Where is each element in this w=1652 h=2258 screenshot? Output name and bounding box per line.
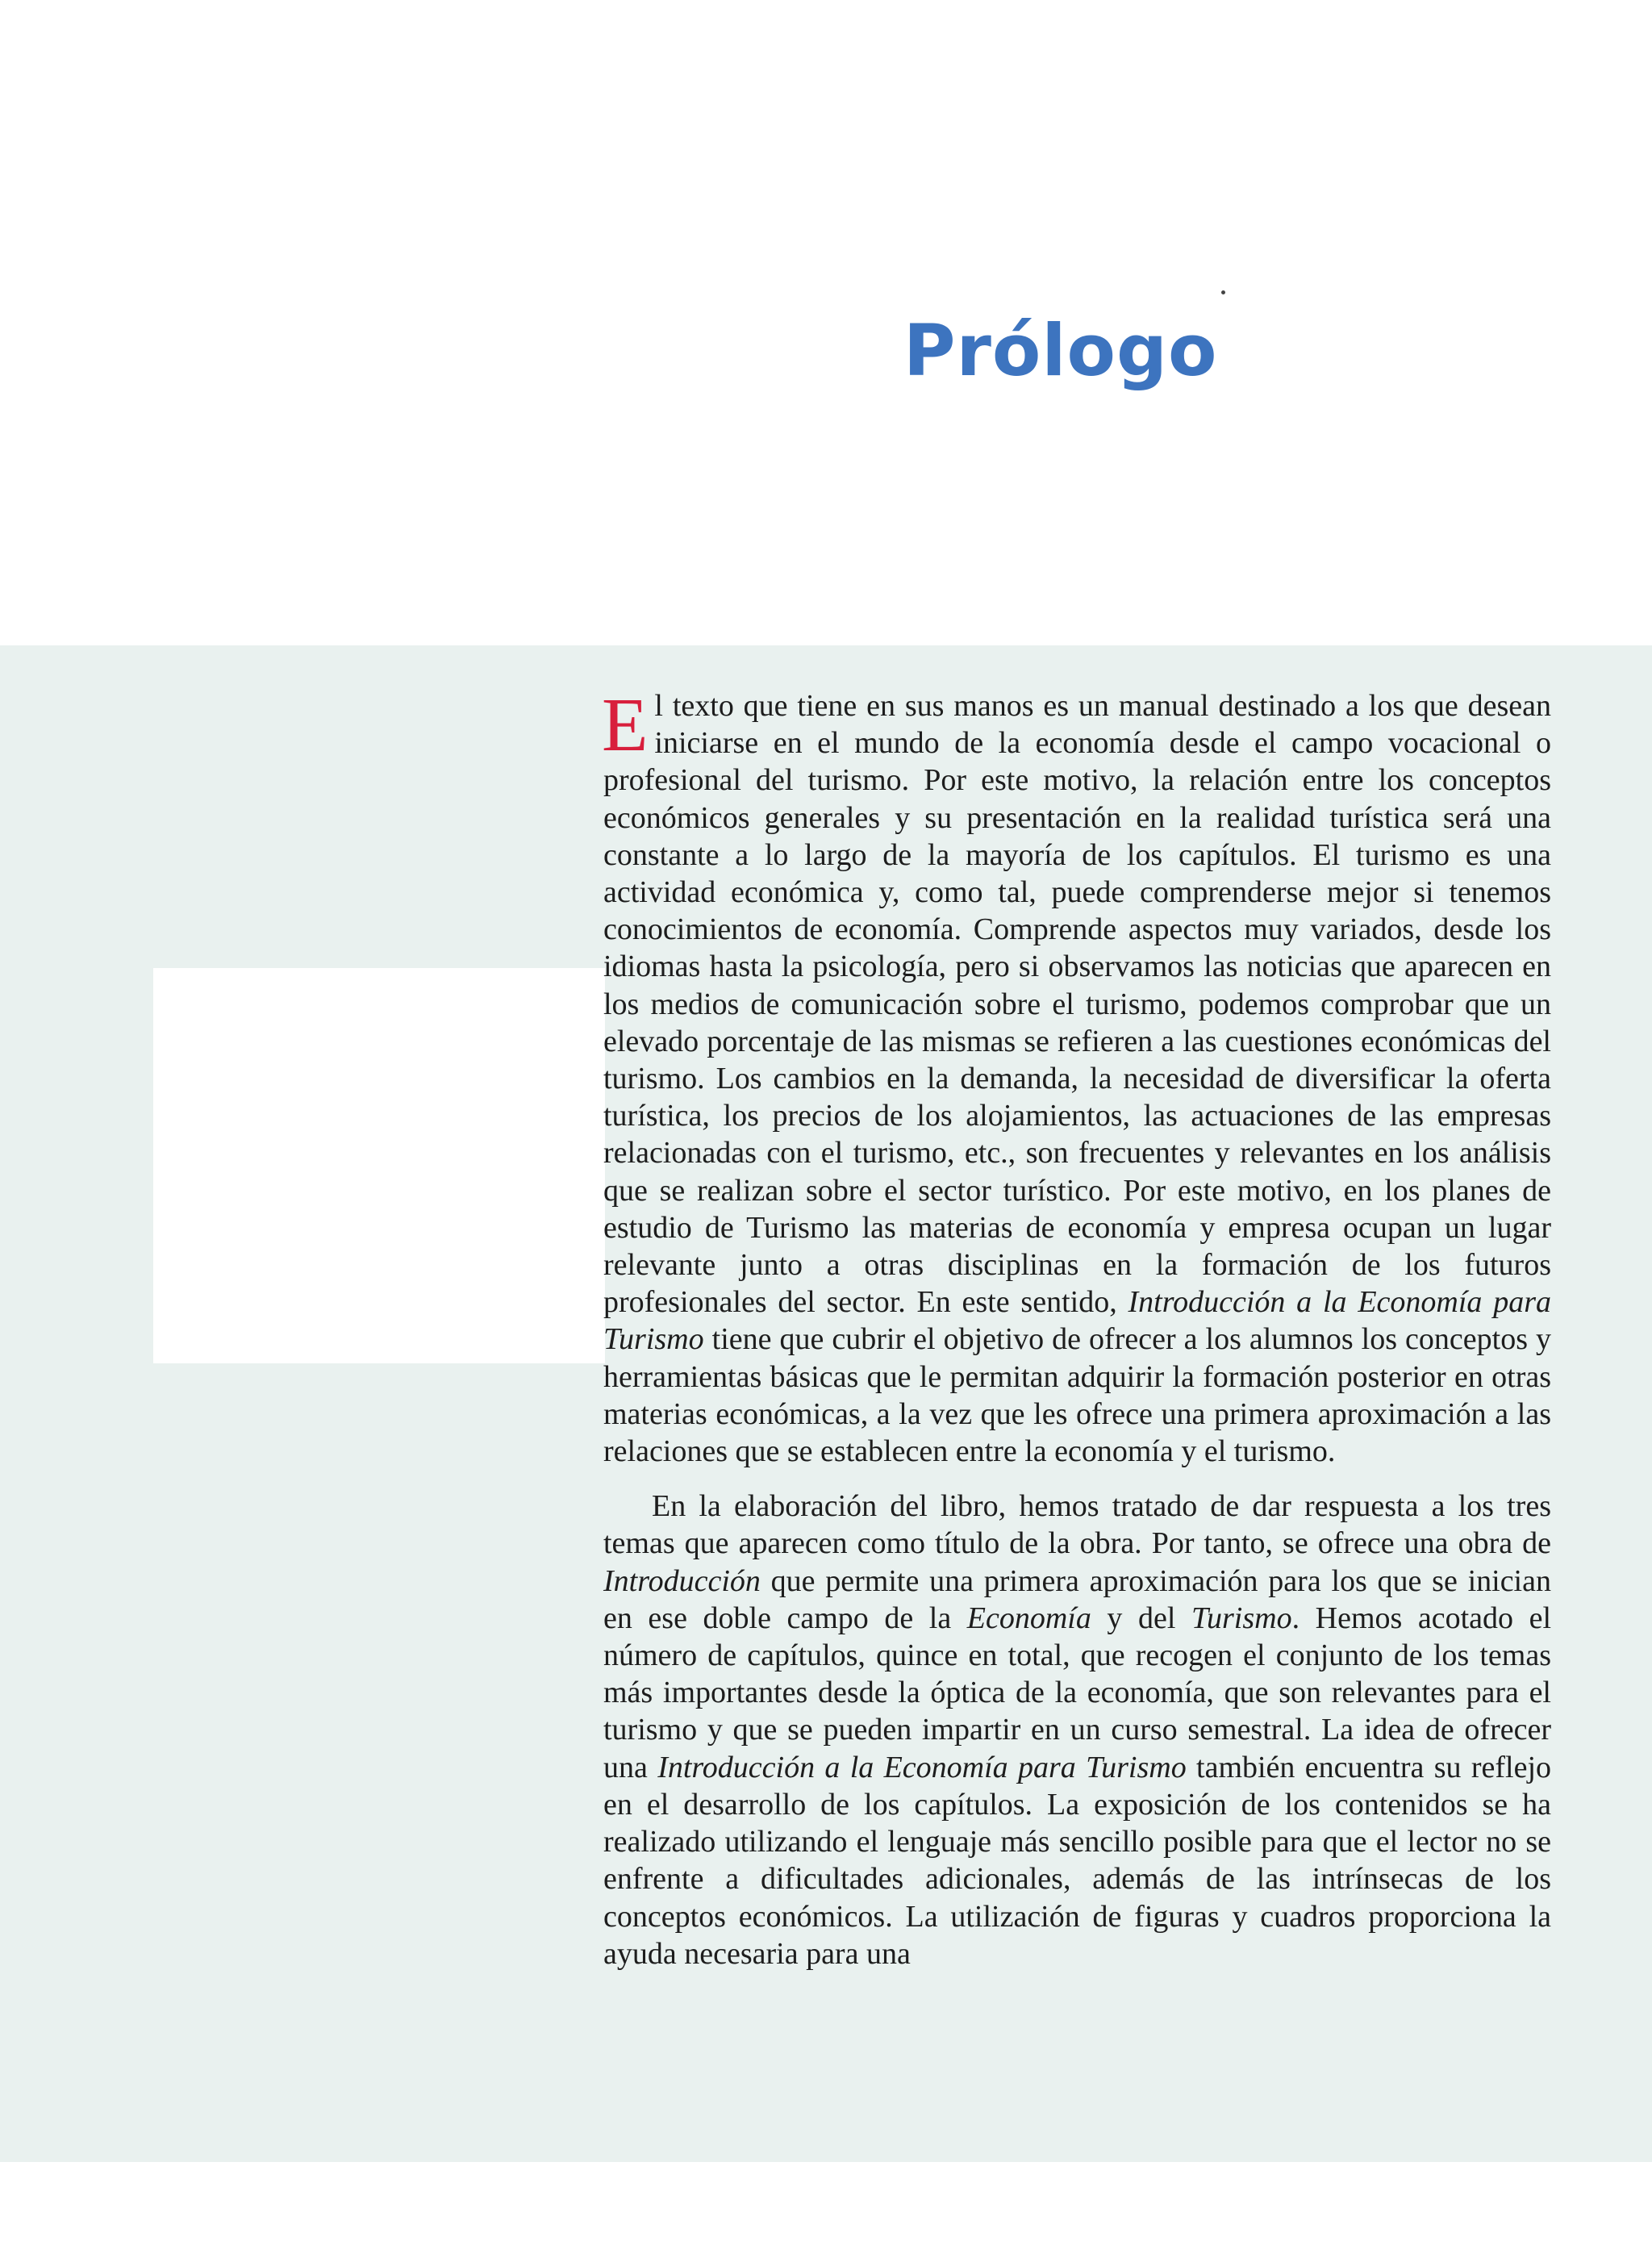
book-title-italic: Introducción a la Economía para Turismo	[603, 1285, 1551, 1357]
paragraph-2	[603, 1488, 1551, 1972]
drop-cap-letter: E	[602, 683, 649, 767]
italic-book-title: Introducción a la Economía para Turismo	[657, 1750, 1187, 1784]
paragraph-1-text-b: tiene que cubrir el objetivo de ofrecer a los alumnos los conceptos y herramientas básicas que le permitan adquirir la formación posterior en otras materias económicas, a la vez que les ofrece una primera aproximación a las relaciones que se establecen entre la economía y el turismo.	[603, 1322, 1551, 1469]
italic-introduccion: Introducción	[603, 1563, 761, 1598]
paragraph-2-text-e: también encuentra su reflejo en el desarrollo de los capítulos. La exposición de los contenidos se ha realizado utilizando el lenguaje más sencillo posible para que el lector no se enfrente a dificultades adicionales, además de las intrínsecas de los conceptos económicos. La utilización de figuras y cuadros proporciona la ayuda necesaria para una	[603, 1750, 1551, 1971]
italic-economia: Economía	[966, 1601, 1091, 1635]
paragraph-2-text-b: que permite una primera aproximación para los que se inician en ese doble campo de la	[603, 1563, 1551, 1635]
page-title: Prólogo	[903, 309, 1218, 392]
paragraph-2-text-a: En la elaboración del libro, hemos tratado de dar respuesta a los tres temas que aparecen como título de la obra. Por tanto, se ofrece una obra de	[603, 1489, 1551, 1561]
blank-white-box	[153, 968, 605, 1363]
paragraph-2-text-c: y del	[1091, 1601, 1191, 1635]
paragraph-1	[602, 683, 1551, 1470]
prologue-body	[602, 683, 1551, 1972]
paragraph-2-text-d: . Hemos acotado el número de capítulos, quince en total, que recogen el conjunto de los temas más importantes desde la óptica de la economía, que son relevantes para el turismo y que se pueden impartir en un curso semestral. La idea de ofrecer una	[603, 1601, 1551, 1784]
paragraph-1-text-a: l texto que tiene en sus manos es un manual destinado a los que desean iniciarse en el mundo de la economía desde el campo vocacional o profesional del turismo. Por este motivo, la relación entre los conceptos económicos generales y su presentación en la realidad turística será una constante a lo largo de la mayoría de los capítulos. El turismo es una actividad económica y, como tal, puede comprenderse mejor si tenemos conocimientos de economía. Comprende aspectos muy variados, desde los idiomas hasta la psicología, pero si observamos las noticias que aparecen en los medios de comunicación sobre el turismo, podemos comprobar que un elevado porcentaje de las mismas se refieren a las cuestiones económicas del turismo. Los cambios en la demanda, la necesidad de diversificar la oferta turística, los precios de los alojamientos, las actuaciones de las empresas relacionadas con el turismo, etc., son frecuentes y relevantes en los análisis que se realizan sobre el sector turístico. Por este motivo, en los planes de estudio de Turismo las materias de economía y empresa ocupan un lugar relevante junto a otras disciplinas en la formación de los futuros profesionales del sector. En este sentido,	[603, 689, 1551, 1320]
speck-mark	[1221, 290, 1225, 294]
italic-turismo: Turismo	[1191, 1601, 1292, 1635]
